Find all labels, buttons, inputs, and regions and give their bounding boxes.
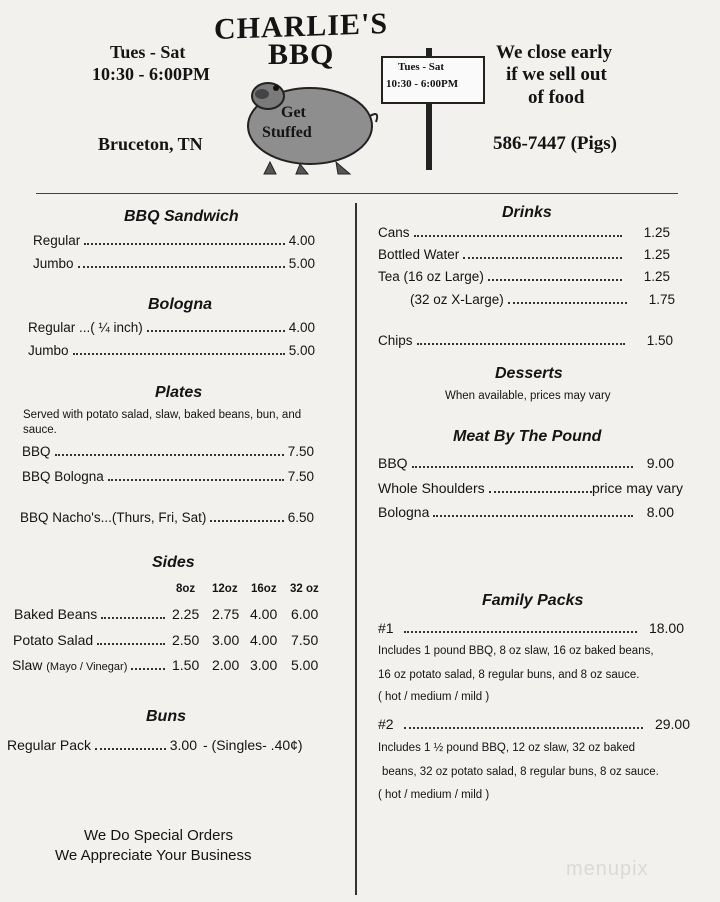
logo-title: CHARLIE'S: [214, 6, 389, 47]
header-phone: 586-7447 (Pigs): [493, 133, 618, 154]
pig-text-get: Get: [281, 104, 306, 121]
close-note-2: if we sell out: [506, 64, 607, 85]
side-name: Baked Beans: [14, 606, 169, 622]
menu-item: Tea (16 oz Large) 1.25: [378, 269, 670, 284]
side-price: 5.00: [291, 657, 319, 673]
sign-days: Tues - Sat: [398, 61, 445, 73]
pig-icon: [240, 66, 380, 178]
header-city: Bruceton, TN: [98, 134, 203, 154]
menu-item: Bottled Water 1.25: [378, 247, 670, 262]
menu-item: Bologna 8.00: [378, 504, 674, 520]
menu-item: Jumbo 5.00: [28, 343, 315, 358]
sign-hours: 10:30 - 6:00PM: [386, 78, 459, 90]
close-note-1: We close early: [496, 42, 613, 63]
menu-item: BBQ 9.00: [378, 455, 674, 471]
section-title-bologna: Bologna: [148, 296, 212, 313]
menu-item: Chips 1.50: [378, 333, 673, 348]
close-note-3: of food: [528, 87, 585, 108]
family-pack-1-desc: Includes 1 pound BBQ, 8 oz slaw, 16 oz baked beans,: [378, 645, 654, 657]
buns-singles-note: - (Singles- .40¢): [203, 737, 303, 753]
column-divider: [355, 203, 357, 895]
side-price: 4.00: [250, 606, 278, 622]
size-header: 16oz: [251, 583, 277, 595]
watermark-logo: menupix: [566, 858, 649, 880]
menu-item: (32 oz X-Large) 1.75: [410, 292, 675, 307]
side-name: Potato Salad: [13, 632, 169, 648]
family-pack-1: #1 18.00: [378, 620, 684, 636]
menu-item: Regular ...( ¼ inch) 4.00: [28, 320, 315, 335]
family-pack-2: #2 29.00: [378, 716, 690, 732]
side-name: Slaw (Mayo / Vinegar): [12, 657, 169, 673]
section-title-desserts: Desserts: [495, 365, 563, 382]
footer-appreciate: We Appreciate Your Business: [55, 847, 252, 864]
plates-description: Served with potato salad, slaw, baked beans, bun, and sauce.: [23, 409, 302, 436]
pig-text-stuffed: Stuffed: [262, 124, 312, 141]
section-title-meat-by-pound: Meat By The Pound: [453, 428, 602, 445]
family-pack-2-desc: Includes 1 ½ pound BBQ, 12 oz slaw, 32 oz baked: [378, 742, 636, 754]
side-price: 2.75: [212, 606, 240, 622]
family-pack-2-sauce: ( hot / medium / mild ): [378, 789, 490, 801]
section-title-plates: Plates: [155, 384, 203, 401]
menu-item: BBQ Nacho's...(Thurs, Fri, Sat) 6.50: [20, 510, 314, 525]
menu-item: Jumbo 5.00: [33, 256, 315, 271]
section-title-buns: Buns: [146, 708, 186, 725]
menu-item: Whole Shoulders price may vary: [378, 480, 683, 496]
family-pack-1-desc: 16 oz potato salad, 8 regular buns, and 8 oz sauce.: [378, 669, 640, 681]
header-days: Tues - Sat: [110, 42, 186, 62]
side-price: 4.00: [250, 632, 278, 648]
family-pack-2-desc: beans, 32 oz potato salad, 8 regular buns, 8 oz sauce.: [382, 766, 659, 778]
section-title-sides: Sides: [152, 554, 195, 571]
side-price: 3.00: [212, 632, 240, 648]
size-header: 12oz: [212, 583, 238, 595]
side-price: 2.50: [172, 632, 200, 648]
header-hours: 10:30 - 6:00PM: [92, 64, 210, 84]
menu-item: BBQ Bologna 7.50: [22, 469, 314, 484]
section-title-drinks: Drinks: [502, 204, 552, 221]
size-header: 8oz: [176, 583, 196, 595]
menu-item: Regular 4.00: [33, 233, 315, 248]
size-header: 32 oz: [290, 583, 319, 595]
side-price: 2.25: [172, 606, 200, 622]
footer-special-orders: We Do Special Orders: [84, 827, 233, 844]
header-divider: [36, 193, 678, 194]
logo-bbq: BBQ: [268, 38, 335, 71]
side-price: 2.00: [212, 657, 240, 673]
side-price: 3.00: [250, 657, 278, 673]
side-price: 6.00: [291, 606, 319, 622]
menu-item: Regular Pack 3.00: [7, 737, 197, 753]
side-price: 7.50: [291, 632, 319, 648]
menu-item: Cans 1.25: [378, 225, 670, 240]
desserts-note: When available, prices may vary: [445, 390, 611, 402]
section-title-family-packs: Family Packs: [482, 592, 584, 609]
section-title-bbq-sandwich: BBQ Sandwich: [124, 208, 239, 225]
menu-item: BBQ 7.50: [22, 444, 314, 459]
side-price: 1.50: [172, 657, 200, 673]
family-pack-1-sauce: ( hot / medium / mild ): [378, 691, 490, 703]
